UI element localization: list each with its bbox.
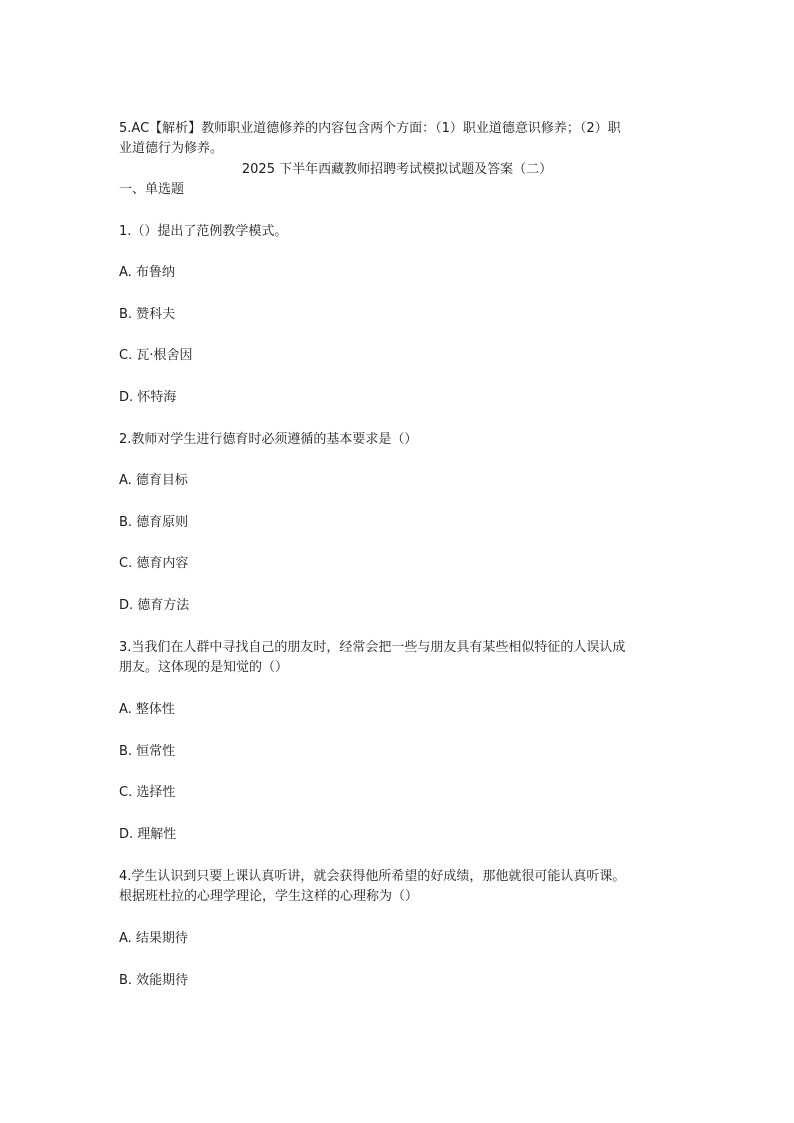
question-1-option-d: D. 怀特海 [119,390,177,405]
answer-explanation-line-2: 业道德行为修养。 [119,141,224,156]
question-3-option-b: B. 恒常性 [119,744,176,759]
document-title: 2025 下半年西藏教师招聘考试模拟试题及答案（二） [241,162,553,177]
question-1-option-b: B. 赞科夫 [119,307,176,322]
question-4-option-a: A. 结果期待 [119,931,188,946]
question-2-stem: 2.教师对学生进行德育时必须遵循的基本要求是（） [119,432,418,447]
question-3-stem-line-1: 3.当我们在人群中寻找自己的朋友时，经常会把一些与朋友具有某些相似特征的人误认成 [119,640,626,655]
question-4-stem-line-1: 4.学生认识到只要上课认真听讲，就会获得他所希望的好成绩，那他就很可能认真听课。 [119,869,626,884]
question-2-option-a: A. 德育目标 [119,473,188,488]
section-heading: 一、单选题 [119,182,185,197]
question-3-option-a: A. 整体性 [119,702,175,717]
question-2-option-c: C. 德育内容 [119,556,189,571]
question-4-stem-line-2: 根据班杜拉的心理学理论，学生这样的心理称为（） [119,889,419,904]
question-3-stem-line-2: 朋友。这体现的是知觉的（） [119,660,289,675]
question-1-option-a: A. 布鲁纳 [119,265,175,280]
question-2-option-d: D. 德育方法 [119,598,190,613]
question-3-option-d: D. 理解性 [119,827,177,842]
question-3-option-c: C. 选择性 [119,785,176,800]
question-1-option-c: C. 瓦·根舍因 [119,348,193,363]
question-2-option-b: B. 德育原则 [119,515,189,530]
question-1-stem: 1.（）提出了范例教学模式。 [119,224,288,239]
answer-explanation-line-1: 5.AC【解析】教师职业道德修养的内容包含两个方面：（1）职业道德意识修养；（2）职 [119,121,621,136]
question-4-option-b: B. 效能期待 [119,973,189,988]
